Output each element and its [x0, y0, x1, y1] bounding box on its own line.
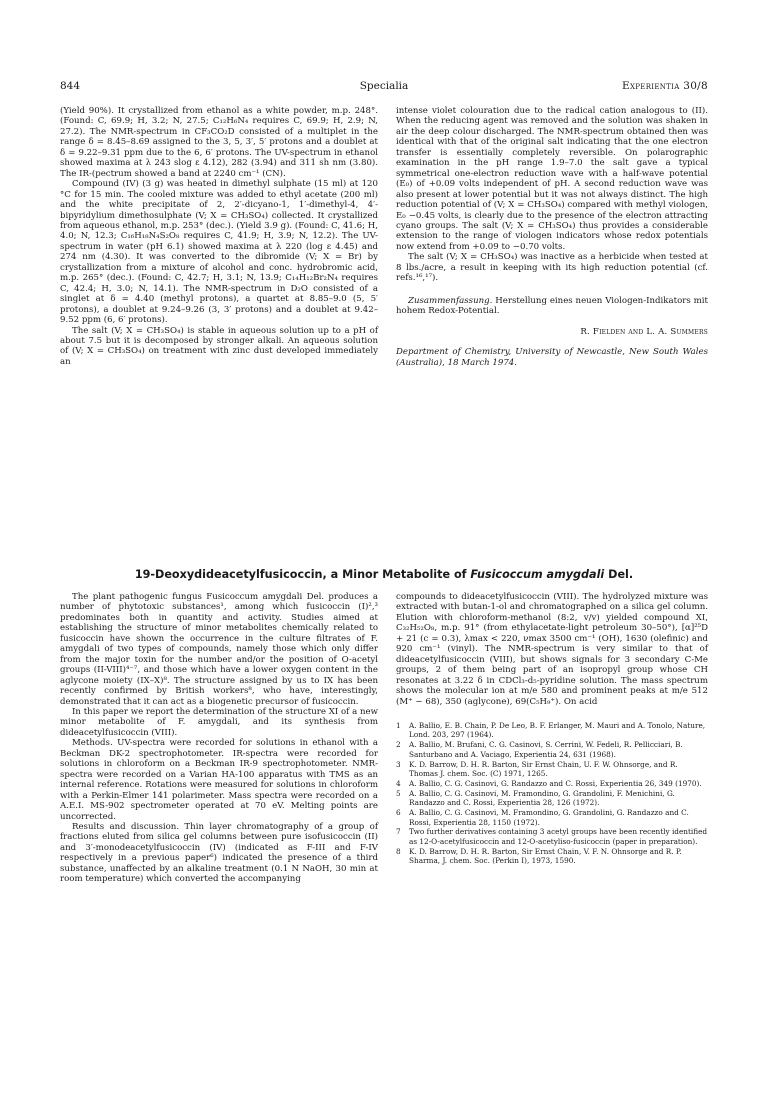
reference-number: 3	[396, 759, 401, 769]
reference-text: K. D. Barrow, D. H. R. Barton, Sir Ernst Chain, U. F. W. Ohnsorge, and R. Thomas J. chem. Soc. (C) 1971, 1265.	[409, 759, 678, 779]
bottom-left-column	[60, 592, 378, 885]
reference-number: 5	[396, 788, 401, 798]
reference-item	[396, 721, 708, 740]
authors: R. Fielden and L. A. Summers	[580, 326, 708, 337]
reference-item	[396, 808, 708, 827]
reference-item	[396, 827, 708, 846]
page-header	[60, 80, 708, 96]
page-number: 844	[60, 80, 81, 92]
journal-label: Experientia 30/8	[622, 80, 708, 92]
zusammenfassung	[396, 296, 708, 317]
reference-text: A. Ballio, C. G. Casinovi, G. Randazzo and C. Rossi, Experientia 26, 349 (1970).	[409, 778, 702, 788]
reference-item	[396, 760, 708, 779]
article-title-tail: Del.	[604, 568, 634, 581]
top-right-column	[396, 106, 708, 368]
article-title-main: 19-Deoxydideacetylfusicoccin, a Minor Metabolite of	[134, 568, 471, 581]
reference-number: 6	[396, 808, 401, 818]
paragraph: compounds to dideacetylfusicoccin (VIII). The hydrolyzed mixture was extracted with butan-1-ol and chromatographed on a silica gel column. Elution with chloroform-methanol (8:2, v/v) yielded compound XI, C₃₂H₅₂O₈, m.p. 91° (from ethylacetate-light petroleum 30–50°), [α]²⁵D + 21 (c = 0.3), λmax < 220, νmax 3500 cm⁻¹ (OH), 1630 (olefinic) and 920 cm⁻¹ (vinyl). The NMR-spectrum is very similar to that of dideacetylfusicoccin (VIII), but shows signals for 3 secondary C-Me groups, 2 of them being part of an isopropyl group whose CH resonates at 3.22 δ in CDCl₃-d₅-pyridine solution. The mass spectrum shows the molecular ion at m/e 580 and prominent peaks at m/e 512 (M⁺ − 68), 350 (aglycone), 69(C₅H₉⁺). On acid	[396, 592, 708, 707]
paragraph: intense violet colouration due to the radical cation analogous to (II). When the reducing agent was removed and the solution was shaken in air the deep colour discharged. The NMR-spectrum obtained then was identical with that of the original salt indicating that the one electron transfer is essentially completely reversible. On polarographic examination in the pH range 1.9–7.0 the salt gave a typical symmetrical one-electron reduction wave with a half-wave potential (E₀) of +0.09 volts independent of pH. A second reduction wave was also present at lower potential but it was not always distinct. The high reduction potential of (V; X = CH₃SO₄) compared with methyl viologen, E₀ −0.45 volts, is clearly due to the presence of the electron attracting cyano groups. The salt (V; X = CH₃SO₄) thus provides a considerable extension to the range of viologen indicators whose redox potentials now extend from +0.09 to −0.70 volts.	[396, 106, 708, 252]
paragraph: The salt (V; X = CH₃SO₄) was inactive as a herbicide when tested at 8 lbs./acre, a result in keeping with its high reduction potential (cf. refs.¹⁶,¹⁷).	[396, 252, 708, 284]
top-left-column	[60, 106, 378, 367]
bottom-right-column	[396, 592, 708, 866]
paragraph: The plant pathogenic fungus Fusicoccum amygdali Del. produces a number of phytotoxic substances¹, among which fusicoccin (I)²,³ predominates both in quantity and activity. Studies aimed at establishing the structure of minor metabolites chemically related to fusicoccin have shown the occurrence in the culture filtrates of F. amygdali of two types of compounds, namely those which only differ from the major toxin for the number and/or the position of O-acetyl groups (II-VIII)⁴⁻⁷, and those which have a lower oxygen content in the aglycone moiety (IX–X)⁸. The structure assigned by us to IX has been recently confirmed by British workers⁸, who have, interestingly, demonstrated that it can act as a biogenetic precursor of fusicoccin.	[60, 592, 378, 707]
article-title-species: Fusicoccum amygdali	[470, 568, 605, 581]
paragraph: (Yield 90%). It crystallized from ethanol as a white powder, m.p. 248°. (Found: C, 69.9; H, 3.2; N, 27.5; C₁₂H₆N₄ requires C, 69.9; H, 2.9; N, 27.2). The NMR-spectrum in CF₃CO₂D consisted of a multiplet in the range δ = 8.45–8.69 assigned to the 3, 5, 3′, 5′ protons and a doublet at δ = 9.22–9.31 ppm due to the 6, 6′ protons. The UV-spectrum in ethanol showed maxima at λ 243 slog ε 4.12), 282 (3.94) and 311 sh nm (3.80). The IR-(pectrum showed a band at 2240 cm⁻¹ (CN).	[60, 106, 378, 179]
zusammenfassung-label: Zusammenfassung.	[408, 295, 493, 306]
article-title	[60, 568, 708, 581]
reference-number: 7	[396, 827, 401, 837]
paragraph: The salt (V; X = CH₃SO₄) is stable in aqueous solution up to a pH of about 7.5 but it is decomposed by stronger alkali. An aqueous solution of (V; X = CH₃SO₄) on treatment with zinc dust developed immediately an	[60, 325, 378, 367]
reference-text: A. Ballio, C. G. Casinovi, M. Framondino, G. Grandolini, G. Randazzo and C. Rossi, Experientia 28, 1150 (1972).	[409, 808, 689, 827]
paragraph: In this paper we report the determination of the structure XI of a new minor metabolite of F. amygdali, and its synthesis from dideacetylfusicoccin (VIII).	[60, 706, 378, 738]
paragraph: Compound (IV) (3 g) was heated in dimethyl sulphate (15 ml) at 120 °C for 15 min. The cooled mixture was added to ethyl acetate (200 ml) and the white precipitate of 2, 2′-dicyano-1, 1′-dimethyl-4, 4′-bipyridylium dimethosulphate (V; X = CH₃SO₄) collected. It crystallized from aqueous ethanol, m.p. 253° (dec.). (Yield 3.9 g). (Found: C, 41.6; H, 4.0; N, 12.3; C₁₆H₁₈N₄S₂O₈ requires C, 41.9; H, 3.9; N, 12.2). The UV-spectrum in water (pH 6.1) showed maxima at λ 220 (log ε 4.45) and 274 nm (4.30). It was converted to the dibromide (V; X = Br) by crystallization from a mixture of alcohol and conc. hydrobromic acid, m.p. 265° (dec.). (Found: C, 42.7; H, 3.1; N, 13.9; C₁₄H₁₂Br₂N₄ requires C, 42.4; H, 3.0; N, 14.1). The NMR-spectrum in D₂O consisted of a singlet at δ = 4.40 (methyl protons), a quartet at 8.85–9.0 (5, 5′ protons), a doublet at 9.24–9.26 (3, 3′ protons) and a doublet at 9.42–9.52 ppm (6, 6′ protons).	[60, 179, 378, 326]
reference-text: Two further derivatives containing 3 acetyl groups have been recently identified as 12-O-acetylfusicoccin and 12-O-acetyliso-fusicoccin (paper in preparation).	[409, 827, 708, 846]
reference-number: 1	[396, 720, 401, 730]
paragraph: Methods. UV-spectra were recorded for solutions in ethanol with a Beckman DK-2 spectrophotometer. IR-spectra were recorded for solutions in chloroform on a Beckman IR-9 spectrophotometer. NMR-spectra were recorded on a Varian HA-100 apparatus with TMS as an internal reference. Rotations were measured for solutions in chloroform with a Perkin-Elmer 141 polarimeter. Mass spectra were recorded on a A.E.I. MS-902 spectrometer operated at 70 eV. Melting points are uncorrected.	[60, 738, 378, 822]
reference-text: A. Ballio, C. G. Casinovi, M. Framondino, G. Grandolini, F. Menichini, G. Randazzo and C. Rossi, Experientia 28, 126 (1972).	[409, 788, 675, 808]
affiliation: Department of Chemistry, University of Newcastle, New South Wales (Australia), 18 March 1974.	[396, 347, 708, 368]
reference-text: A. Ballio, M. Brufani, C. G. Casinovi, S. Cerrini, W. Fedeli, R. Pellicciari, B. Santurbano and A. Vaciago, Experientia 24, 631 (1968).	[409, 740, 683, 759]
reference-number: 4	[396, 778, 401, 788]
reference-text: K. D. Barrow, D. H. R. Barton, Sir Ernst Chain, V. F. N. Ohnsorge and R. P. Sharma, J. chem. Soc. (Perkin I), 1973, 1590.	[409, 846, 682, 866]
zusammenfassung-text: Herstellung eines neuen Viologen-Indikators mit hohem Redox-Potential.	[396, 295, 708, 317]
paragraph: Results and discussion. Thin layer chromatography of a group of fractions eluted from silica gel columns between pure isofusicoccin (II) and 3′-monodeacetylfusicoccin (IV) (indicated as F-III and F-IV respectively in a previous paper⁶) indicated the presence of a third substance, unaffected by an alkaline treatment (0.1 N NaOH, 30 min at room temperature) which converted the accompanying	[60, 821, 378, 885]
reference-number: 8	[396, 846, 401, 856]
section-label: Specialia	[359, 80, 409, 92]
reference-number: 2	[396, 740, 401, 750]
references	[396, 721, 708, 866]
reference-text: A. Ballio, E. B. Chain, P. De Leo, B. F. Erlanger, M. Mauri and A. Tonolo, Nature, Lond. 203, 297 (1964).	[409, 720, 706, 740]
reference-item	[396, 779, 708, 788]
reference-item	[396, 740, 708, 759]
reference-item	[396, 789, 708, 808]
reference-item	[396, 847, 708, 866]
